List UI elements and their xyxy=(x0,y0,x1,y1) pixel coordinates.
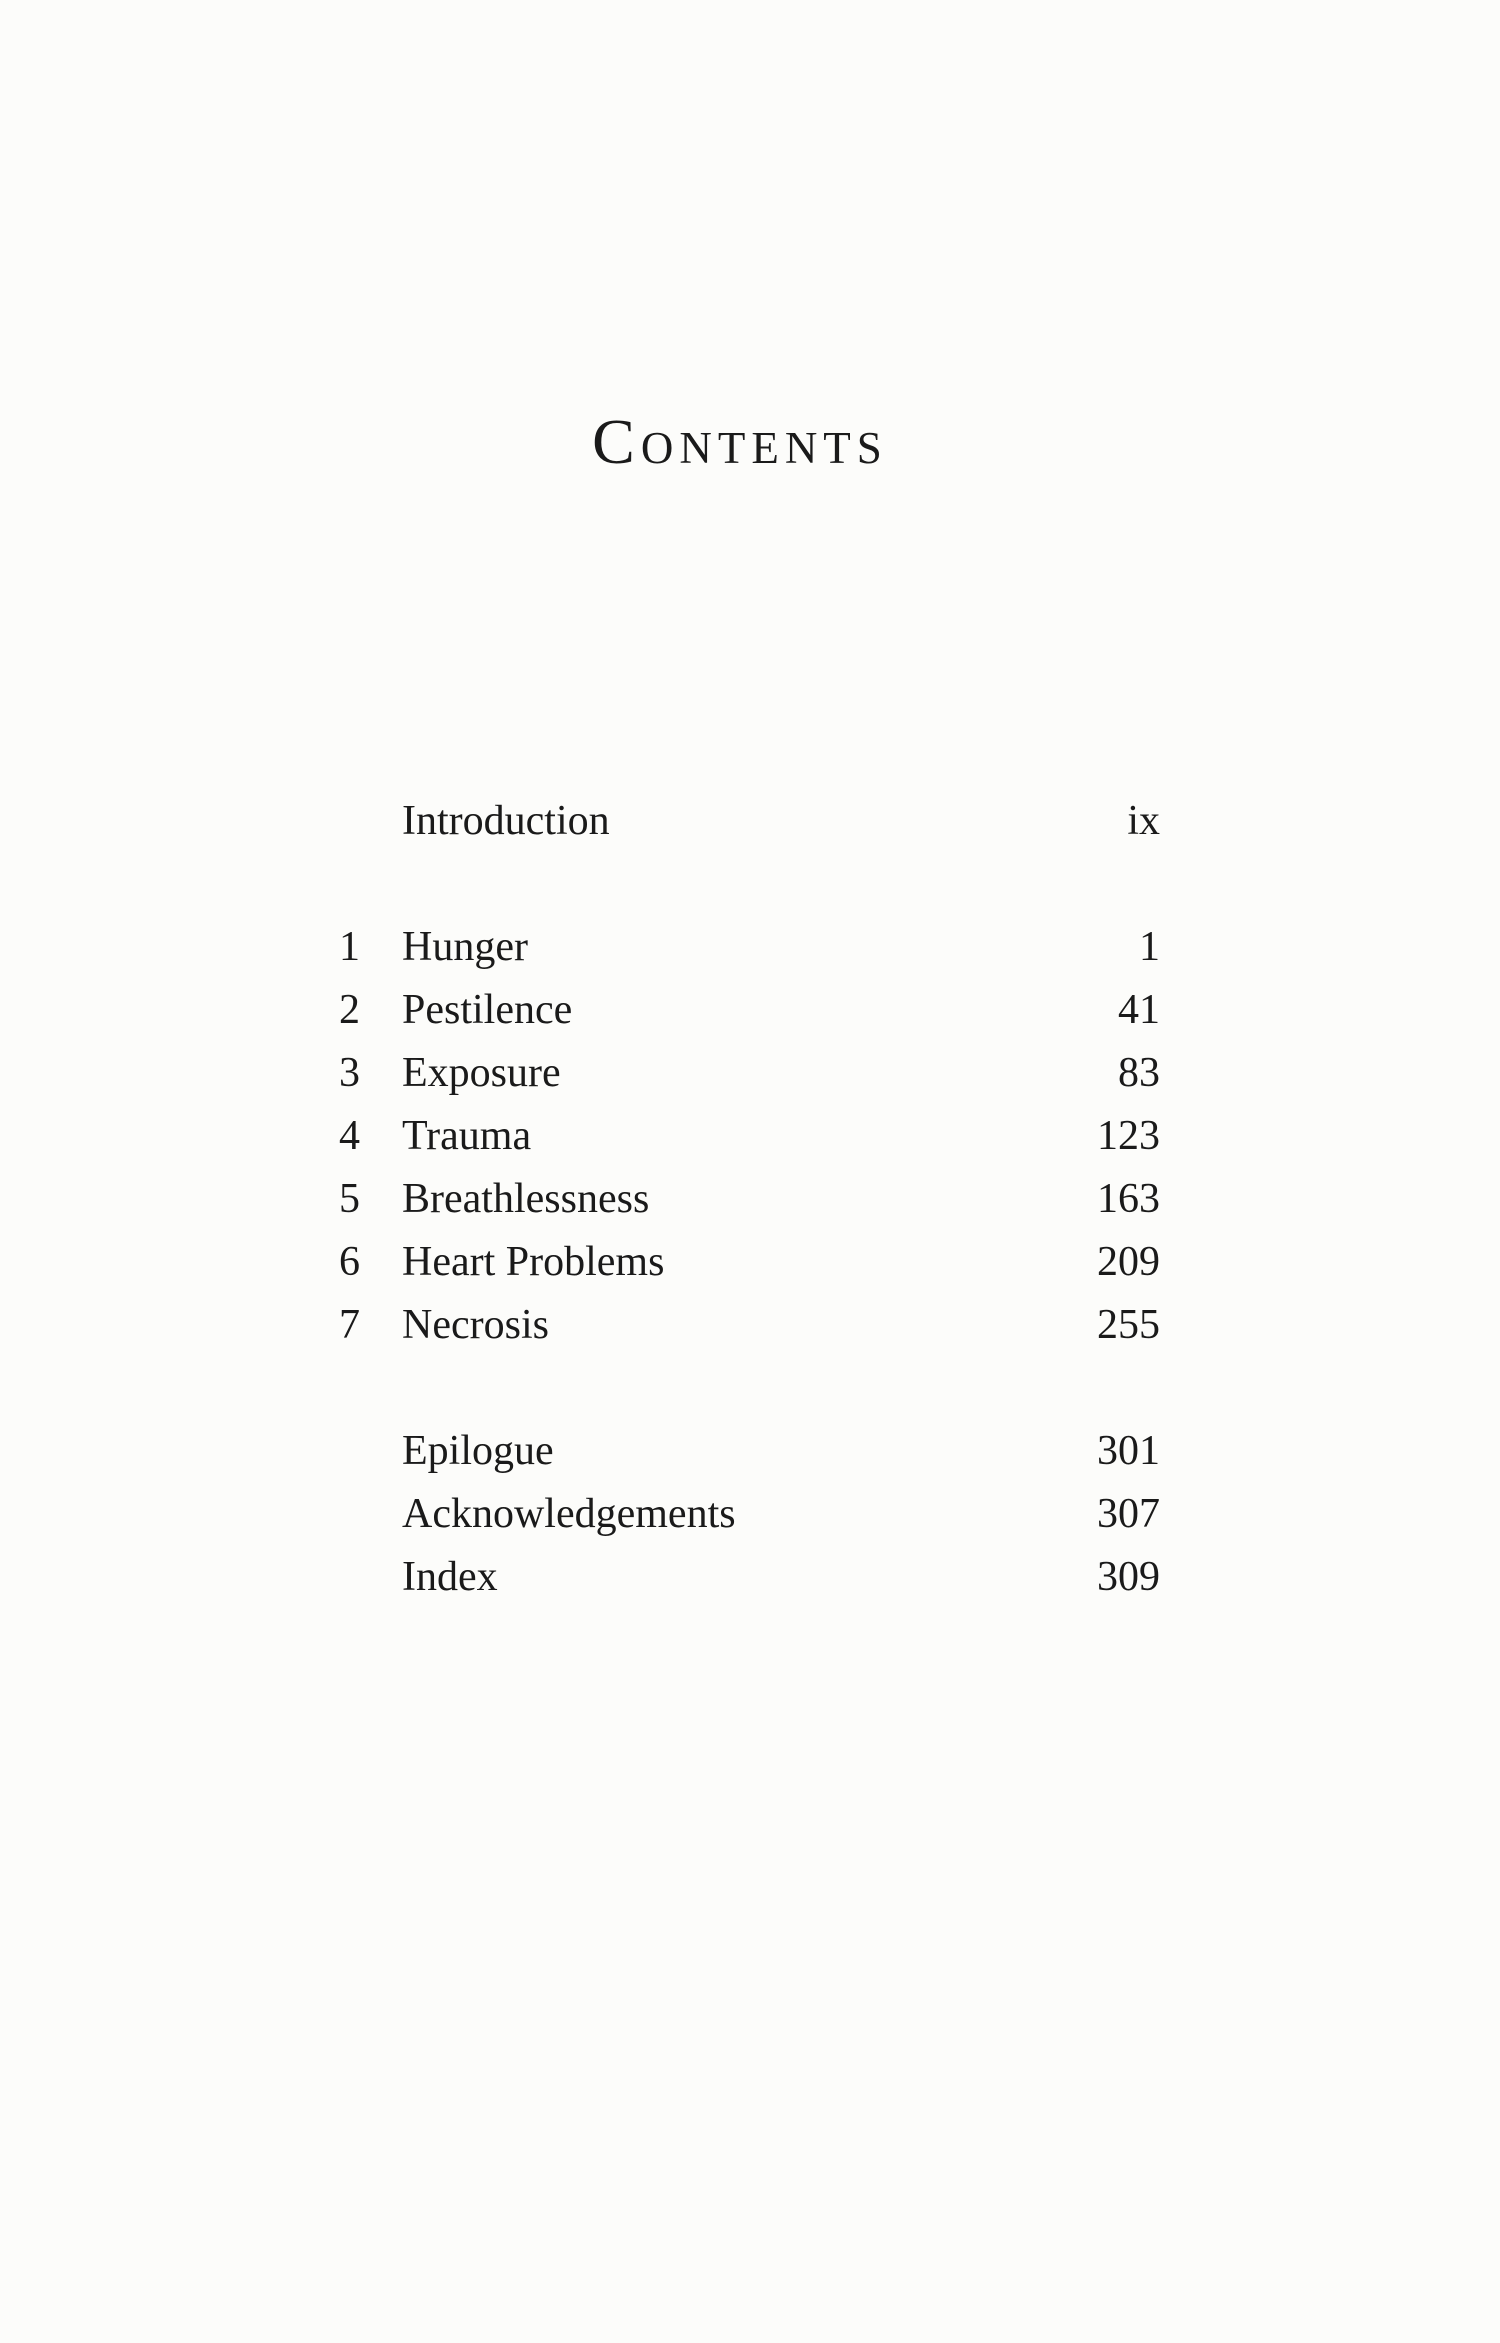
section-spacer xyxy=(320,1357,1160,1420)
toc-entry-label: Index xyxy=(402,1554,498,1600)
toc-entry-page: 83 xyxy=(1118,1050,1160,1096)
chapter-number: 7 xyxy=(339,1302,360,1348)
chapter-number: 5 xyxy=(339,1176,360,1222)
toc-entry-epilogue[interactable] xyxy=(320,1420,1160,1483)
toc-entry-label: Hunger xyxy=(402,924,528,970)
toc-entry-page: 309 xyxy=(1097,1554,1160,1600)
toc-entry-chapter-1[interactable] xyxy=(320,916,1160,979)
toc-entry-label: Breathlessness xyxy=(402,1176,650,1222)
toc-entry-chapter-2[interactable] xyxy=(320,979,1160,1042)
table-of-contents xyxy=(320,790,1160,1609)
chapter-number: 2 xyxy=(339,987,360,1033)
toc-entry-page: 209 xyxy=(1097,1239,1160,1285)
toc-entry-label: Necrosis xyxy=(402,1302,549,1348)
toc-entry-page: 163 xyxy=(1097,1176,1160,1222)
toc-entry-label: Acknowledgements xyxy=(402,1491,736,1537)
chapter-number: 4 xyxy=(339,1113,360,1159)
toc-entry-chapter-4[interactable] xyxy=(320,1105,1160,1168)
toc-entry-chapter-3[interactable] xyxy=(320,1042,1160,1105)
chapter-number: 6 xyxy=(339,1239,360,1285)
page-title: Contents xyxy=(592,406,888,477)
toc-entry-page: 255 xyxy=(1097,1302,1160,1348)
toc-entry-chapter-6[interactable] xyxy=(320,1231,1160,1294)
toc-entry-page: 307 xyxy=(1097,1491,1160,1537)
toc-entry-chapter-7[interactable] xyxy=(320,1294,1160,1357)
toc-entry-label: Pestilence xyxy=(402,987,573,1033)
toc-entry-chapter-5[interactable] xyxy=(320,1168,1160,1231)
toc-entry-page: ix xyxy=(1127,798,1160,844)
toc-entry-label: Exposure xyxy=(402,1050,561,1096)
toc-entry-label: Introduction xyxy=(402,798,610,844)
toc-entry-introduction[interactable] xyxy=(320,790,1160,853)
toc-entry-index[interactable] xyxy=(320,1546,1160,1609)
section-spacer xyxy=(320,853,1160,916)
toc-entry-page: 1 xyxy=(1139,924,1160,970)
toc-entry-acknowledgements[interactable] xyxy=(320,1483,1160,1546)
chapter-number: 3 xyxy=(339,1050,360,1096)
toc-entry-page: 123 xyxy=(1097,1113,1160,1159)
toc-entry-label: Heart Problems xyxy=(402,1239,665,1285)
toc-entry-label: Trauma xyxy=(402,1113,532,1159)
chapter-number: 1 xyxy=(339,924,360,970)
toc-entry-page: 301 xyxy=(1097,1428,1160,1474)
toc-entry-page: 41 xyxy=(1118,987,1160,1033)
toc-entry-label: Epilogue xyxy=(402,1428,554,1474)
